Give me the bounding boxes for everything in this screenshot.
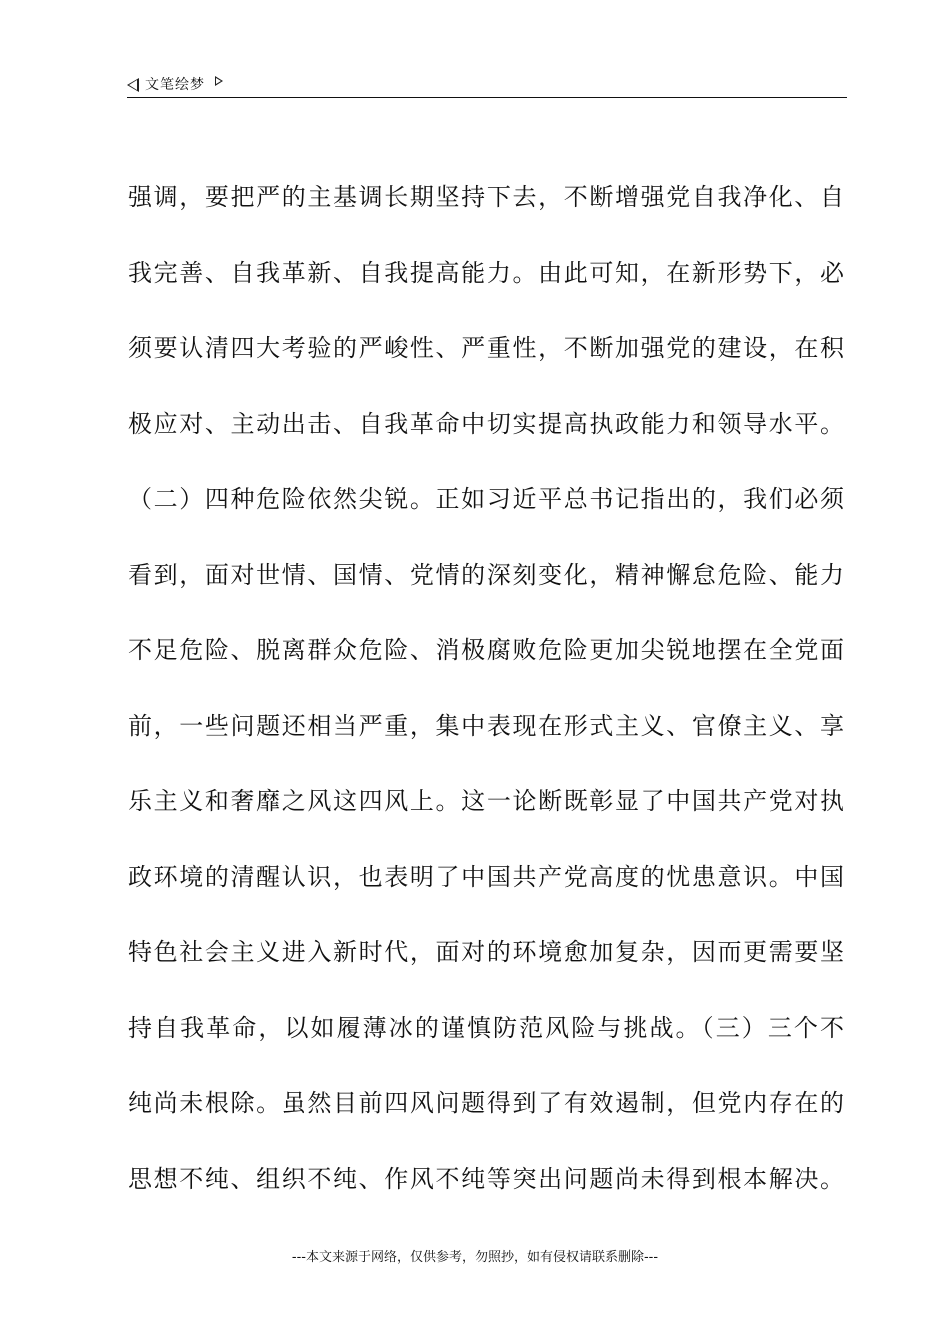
body-line: 我完善、自我革新、自我提高能力。由此可知，在新形势下，必 <box>128 258 844 287</box>
page-header <box>127 74 847 98</box>
header-divider <box>127 97 847 98</box>
body-line: 强调，要把严的主基调长期坚持下去，不断增强党自我净化、自 <box>128 183 844 211</box>
body-line: 纯尚未根除。虽然目前四风问题得到了有效遏制，但党内存在的 <box>128 1089 844 1117</box>
header-title: 文笔绘梦 <box>145 77 205 93</box>
body-line: 不足危险、脱离群众危险、消极腐败危险更加尖锐地摆在全党面 <box>128 636 844 664</box>
body-line: 看到，面对世情、国情、党情的深刻变化，精神懈怠危险、能力 <box>128 560 844 589</box>
document-body <box>128 168 844 1225</box>
body-line: 政环境的清醒认识，也表明了中国共产党高度的忧患意识。中国 <box>128 862 844 891</box>
body-line: 乐主义和奢靡之风这四风上。这一论断既彰显了中国共产党对执 <box>128 787 844 815</box>
body-line: 特色社会主义进入新时代，面对的环境愈加复杂，因而更需要坚 <box>128 938 844 966</box>
body-line: 思想不纯、组织不纯、作风不纯等突出问题尚未得到根本解决。 <box>128 1164 844 1193</box>
page-footer: ---本文来源于网络，仅供参考，勿照抄，如有侵权请联系删除--- <box>291 1250 659 1265</box>
right-triangle-icon <box>215 76 223 86</box>
body-line: 极应对、主动出击、自我革命中切实提高执政能力和领导水平。 <box>128 409 844 438</box>
body-line: （二）四种危险依然尖锐。正如习近平总书记指出的，我们必须 <box>128 485 844 513</box>
body-line: 前，一些问题还相当严重，集中表现在形式主义、官僚主义、享 <box>128 711 844 740</box>
body-line: 持自我革命，以如履薄冰的谨慎防范风险与挑战。（三）三个不 <box>128 1013 844 1042</box>
body-line: 须要认清四大考验的严峻性、严重性，不断加强党的建设，在积 <box>128 334 844 362</box>
left-triangle-icon <box>127 78 139 92</box>
